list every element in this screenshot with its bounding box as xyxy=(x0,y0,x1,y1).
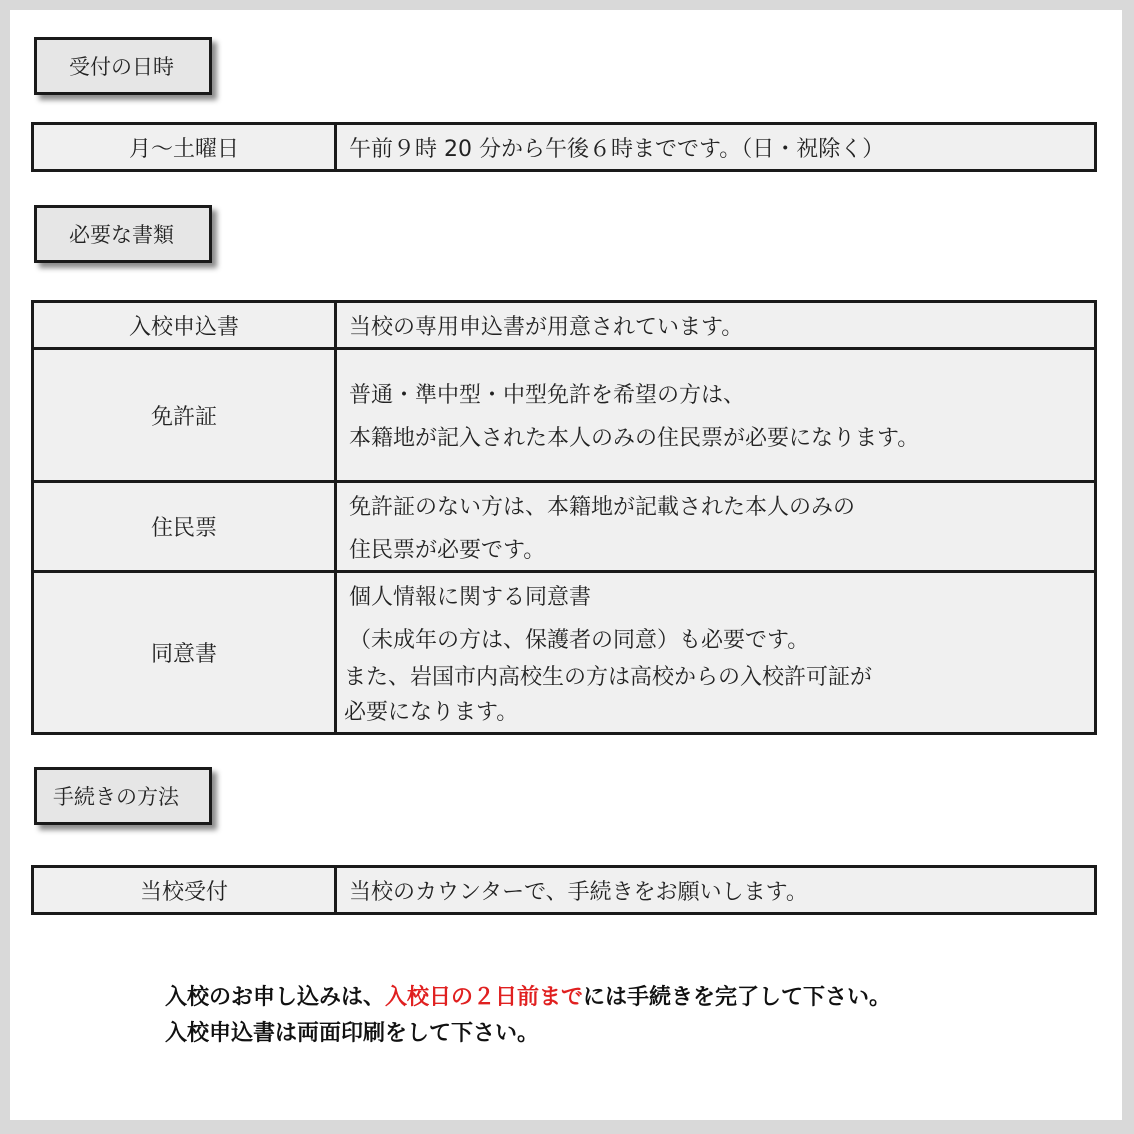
doc-value-license xyxy=(336,349,1096,482)
doc-value-consent xyxy=(336,572,1096,734)
doc-key-resident-card: 住民票 xyxy=(33,482,336,572)
hours-time-cell: 午前９時 20 分から午後６時までです。（日・祝除く） xyxy=(336,124,1096,171)
table-row xyxy=(33,302,1096,349)
hours-table xyxy=(31,122,1097,172)
page xyxy=(10,10,1122,1120)
doc-value-line: 本籍地が記入された本人のみの住民票が必要になります。 xyxy=(349,426,920,451)
table-row xyxy=(33,867,1096,914)
section-label-procedure-text: 手続きの方法 xyxy=(53,785,179,809)
note-line-duplex: 入校申込書は両面印刷をして下さい。 xyxy=(165,1021,540,1046)
table-row xyxy=(33,482,1096,572)
doc-value-line: 免許証のない方は、本籍地が記載された本人のみの xyxy=(349,494,856,520)
doc-value-line: 普通・準中型・中型免許を希望の方は、 xyxy=(349,383,746,408)
doc-value-line: 必要になります。 xyxy=(344,699,519,725)
section-label-procedure xyxy=(34,767,212,825)
doc-value-resident-card xyxy=(336,482,1096,572)
documents-table xyxy=(31,300,1097,735)
doc-key-consent: 同意書 xyxy=(33,572,336,734)
table-row xyxy=(33,572,1096,734)
section-label-documents-text: 必要な書類 xyxy=(69,223,174,247)
doc-key-application: 入校申込書 xyxy=(33,302,336,349)
notes xyxy=(165,980,891,1052)
section-label-hours xyxy=(34,37,212,95)
note-highlight-deadline: 入校日の２日前まで xyxy=(385,985,584,1010)
doc-value-line: （未成年の方は、保護者の同意）も必要です。 xyxy=(349,627,810,653)
procedure-value-cell: 当校のカウンターで、手続きをお願いします。 xyxy=(336,867,1096,914)
doc-value-line: また、岩国市内高校生の方は高校からの入校許可証が xyxy=(344,664,873,690)
procedure-key-cell: 当校受付 xyxy=(33,867,336,914)
doc-value-line: 当校の専用申込書が用意されています。 xyxy=(349,314,744,340)
doc-value-line: 個人情報に関する同意書 xyxy=(349,584,592,610)
table-row xyxy=(33,124,1096,171)
doc-value-application xyxy=(336,302,1096,349)
procedure-table xyxy=(31,865,1097,915)
doc-key-license: 免許証 xyxy=(33,349,336,482)
table-row xyxy=(33,349,1096,482)
doc-value-line: 住民票が必要です。 xyxy=(349,537,546,563)
note-text: には手続きを完了して下さい。 xyxy=(583,985,892,1010)
hours-day-cell: 月～土曜日 xyxy=(33,124,336,171)
section-label-hours-text: 受付の日時 xyxy=(69,55,174,79)
section-label-documents xyxy=(34,205,212,263)
note-text: 入校のお申し込みは、 xyxy=(165,985,386,1010)
note-line-deadline xyxy=(165,980,891,1016)
